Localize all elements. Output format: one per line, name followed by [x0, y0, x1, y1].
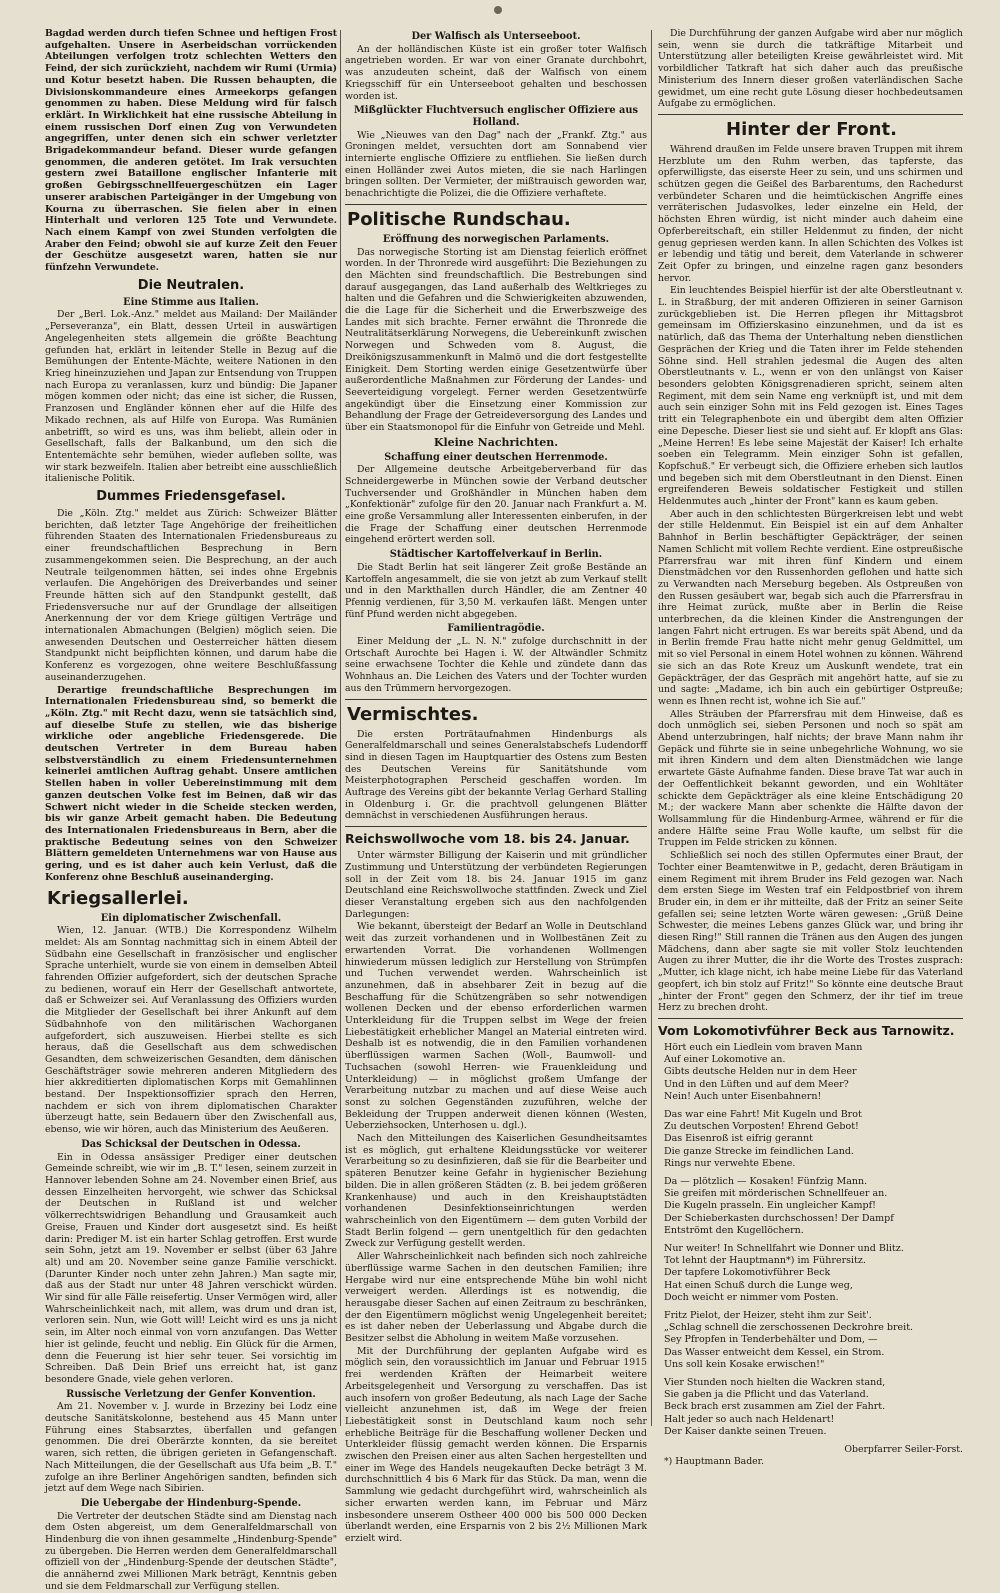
paragraph-hindenburg: Die Vertreter der deutschen Städte sind am Dienstag nach dem Osten abgereist, um dem Generalfeldmarschall von Hindenburg die von ihnen gesammelte „Hindenburg-Spende" zu übergeben. Die Herren werden dem Generalfeldmarschall offiziell von der „Hindenburg-Spende der deutschen Städte", die annähernd zwei Millionen Mark beträgt, Kenntnis geben und sie dem Feldmarschall zur Verfügung stellen.: [45, 1510, 337, 1592]
poem-line: Entströmt den Kugellöchern.: [664, 1224, 804, 1236]
heading-vermischtes: Vermischtes.: [347, 703, 479, 725]
poem-line: Die ganze Strecke im feindlichen Land.: [664, 1145, 854, 1157]
paragraph-walfisch: An der holländischen Küste ist ein großer toter Walfisch angetrieben worden. Er war von einer Granate durchbohrt, was anzudeuten scheint, daß der Walfisch von einem Kriegsschiff für ein Unterseeboot gehalten und beschossen worden ist.: [345, 43, 647, 102]
poem-line: Uns soll kein Kosake erwischen!": [664, 1358, 825, 1370]
paragraph-hinter-2: Ein leuchtendes Beispiel hierfür ist der alte Oberstleutnant v. L. in Straßburg, der mit anderen Offizieren in seiner Garnison zurückgeblieben ist. Die Herren pflegen ihr Mittagsbrot gemeinsam im Offizierskasino einzunehmen, und da ist es natürlich, daß das Thema der Unterhaltung neben dienstlichen Gesprächen der Krieg und die Taten ihrer im Felde stehenden Söhne sind. Hell strahlen jedesmal die Augen des alten Oberstleutnants v. L., wenn er von den unlängst von Kaiser besonders gelobten Königsgrenadieren spricht, seinem alten Regiment, mit dem sein Name eng verknüpft ist, und mit dem auch sein einziger Sohn mit ins Feld gezogen ist. Eines Tages tritt ein Telegraphenbote ein und übergibt dem alten Offizier eine Depesche. Dieser liest sie und sieht auf. Er klopft ans Glas: „Meine Herren! Es lebe seine Majestät der Kaiser! Ich erhalte soeben ein Telegramm. Mein einziger Sohn ist gefallen, Kopfschuß." Er verbeugt sich, die Offiziere erheben sich lautlos und begeben sich mit dem Oberstleutnant in den Dienst. Einen ergreifenderen Beweis soldatischer Festigkeit und stillen Heldenmutes auch „hinter der Front" kann es kaum geben.: [658, 285, 963, 508]
poem-stanza: [664, 1176, 963, 1237]
paragraph-wolle-5: Mit der Durchführung der geplanten Aufgabe wird es möglich sein, den voraussichtlich im Januar und Februar 1915 frei werdenden Kräften der Heimarbeit weitere Arbeitsgelegenheit und Versorgung zu verschaffen. Das ist auch insofern von großer Bedeutung, als nach Lage der Sache vielleicht anzunehmen ist, daß im Wege der freien Liebestätigkeit sonst in Deutschland kaum noch sehr erhebliche Beiträge für die Beschaffung wollener Decken und Unterkleider flüssig gemacht werden können. Die Ersparnis zwischen den Preisen einer aus alten Sachen hergestellten und einer im Wege des Handels neugekauften Decke beträgt 3 M. durchschnittlich 4 bis 6 Mark für das Stück. Da man, wenn die Sammlung wie gedacht durchgeführt wird, wahrscheinlich als sicher erwarten werden kann, im Februar und März insbesondere unserem Ostheer 400 000 bis 500 000 Decken überlandt werden, eine Ersparnis von 2 bis 2½ Millionen Mark erzielt wird.: [345, 1345, 647, 1544]
subheading-walfisch: Der Walfisch als Unterseeboot.: [411, 31, 581, 42]
poem-line: Sie gaben ja die Pflicht und das Vaterland.: [664, 1389, 869, 1401]
poem-line: Fritz Pielot, der Heizer, steht ihm zur Seit'.: [664, 1310, 872, 1322]
separator: [345, 699, 647, 700]
poem-line: Nein! Auch unter Eisenbahnern!: [664, 1090, 822, 1102]
poem-line: Rings nur verwehte Ebene.: [664, 1157, 796, 1169]
poem-line: Der Kaiser dankte seinen Treuen.: [664, 1425, 827, 1437]
subheading-flucht: Mißglückter Fluchtversuch englischer Offiziere aus Holland.: [353, 105, 639, 128]
poem-stanza: [664, 1377, 963, 1438]
column-left: [45, 28, 337, 1592]
poem-line: Der Schieberkasten durchschossen! Der Dampf: [664, 1212, 894, 1224]
column-rule-2: [651, 30, 652, 1426]
column-middle: [345, 28, 647, 1544]
paragraph-kartoffel: Die Stadt Berlin hat seit längerer Zeit große Bestände an Kartoffeln angesammelt, die sie von jetzt ab zum Verkauf stellt und in den Markthallen durch Händler, die am Zentner 40 Pfennig verdienen, für 3,50 M. verkaufen läßt. Mengen unter fünf Pfund werden nicht abgegeben.: [345, 561, 647, 620]
heading-kriegsallerlei: Kriegsallerlei.: [47, 887, 189, 909]
heading-kleine-nachrichten: Kleine Nachrichten.: [433, 435, 559, 449]
poem-line: Der tapfere Lokomotivführer Beck: [664, 1267, 831, 1279]
poem-line: Vier Stunden noch hielten die Wackren stand,: [664, 1377, 886, 1389]
poem-stanza: [664, 1310, 963, 1371]
paragraph-italien: Der „Berl. Lok.-Anz." meldet aus Mailand: Der Mailänder „Perseveranza", ein Blatt, dessen Urteil in auswärtigen Angelegenheiten stets allgemein die größte Beachtung gefunden hat, erklärt in leitender Stelle in Bezug auf die Bemühungen der Entente-Mächte, weitere Nationen in den Krieg hineinzuziehen und Japan zur Entsendung von Truppen nach Europa zu veranlassen, kurz und bündig: Die Japaner mögen kommen oder nicht; das eine ist sicher, die Russen, Franzosen und Engländer können eher auf die Hilfe des Mikado rechnen, als auf Hilfe von Europa. Was Rumänien anbetrifft, so wird es uns, was ihm beliebt, allein oder in Gesellschaft, falls der Balkanbund, um den sich die Ententemächte sehr bemühen, wieder aufleben sollte, was wir stark bezweifeln. Italien aber betreibt eine ausschließlich italienische Politik.: [45, 309, 337, 485]
subheading-familientragoedie: Familientragödie.: [447, 623, 545, 635]
poem-line: Gibts deutsche Helden nur in dem Heer: [664, 1066, 857, 1078]
paragraph-hinter-1: Während draußen im Felde unsere braven Truppen mit ihrem Herzblute um den Ruhm werben, das tapferste, das opferwilligste, das eiserste Heer zu sein, und uns schirmen und schützen gegen die Geißel des Barbarentums, den Rachedurst verbündeter Scharen und die heimtückischen Angriffe eines verräterischen Judasvolkes, leder einzelne ein Held, der höchsten Ehren würdig, ist nicht minder auch daheim eine Opferbereitschaft, ein stiller Heldenmut zu finden, der nicht genug gepriesen werden kann. In allen Schichten des Volkes ist er lebendig und tätig und bereit, dem Vaterlande in schwerer Zeit Opfer zu bringen, und einzelne ragen ganz besonders hervor.: [658, 143, 963, 284]
poem-line: Hat einen Schuß durch die Lunge weg,: [664, 1279, 853, 1291]
poem: [664, 1042, 963, 1438]
poem-line: Sey Pfropfen in Tenderbehälter und Dom, —: [664, 1334, 878, 1346]
poem-line: Auf einer Lokomotive an.: [664, 1054, 786, 1066]
heading-lokomotivfuehrer: Vom Lokomotivführer Beck aus Tarnowitz.: [658, 1022, 955, 1038]
poem-line: Zu deutschen Vorposten! Ehrend Gebot!: [664, 1121, 859, 1133]
paragraph-flucht: Wie „Nieuwes van den Dag" nach der „Frankf. Ztg." aus Groningen meldet, versuchten dort am Sonnabend vier internierte englische Offiziere zu entfliehen. Sie ließen durch einen Holländer zwei Autos mieten, die sie nach Harlingen bringen sollten. Der Vermieter, der mißtrauisch geworden war, benachrichtigte die Polizei, die die Offiziere verhaftete.: [345, 129, 647, 200]
subheading-kartoffel: Städtischer Kartoffelverkauf in Berlin.: [389, 549, 603, 561]
poem-stanza: [664, 1109, 963, 1170]
poem-stanza: [664, 1042, 963, 1103]
poem-line: Das Eisenroß ist eifrig gerannt: [664, 1133, 813, 1145]
paragraph-zwischenfall: Wien, 12. Januar. (WTB.) Die Korrespondenz Wilhelm meldet: Als am Sonntag nachmittag sich in einem Abteil der Südbahn eine Gesellschaft in französischer und englischer Sprache unterhielt, wurde sie von einem in demselben Abteil fahrenden Offizier aufgefordert, sich der deutschen Sprache zu bedienen, worauf ein Herr der Gesellschaft antwortete, daß er Schweizer sei. Auf Veranlassung des Offiziers wurden die Mitglieder der Gesellschaft bei ihrer Ankunft auf dem Südbahnhofe von den militärischen Wachorganen aufgefordert, sich auszuweisen. Hierbei stellte es sich heraus, daß die Gesellschaft aus dem schwedischen Gesandten, dem schweizerischen Gesandten, dem dänischen Geschäftsträger sowie mehreren anderen Mitgliedern des hier akkreditierten diplomatischen Korps mit Gemahlinnen bestand. Der Inspektionsoffizier sprach den Herren, nachdem er sich von ihrem diplomatischen Charakter überzeugt hatte, sein Bedauern über den Zwischenfall aus, ebenso, wie wir hören, auch das Ministerium des Aeußeren.: [45, 925, 337, 1136]
poem-line: Das war eine Fahrt! Mit Kugeln und Brot: [664, 1108, 862, 1120]
paragraph-familientragoedie: Einer Meldung der „L. N. N." zufolge durchschnitt in der Ortschaft Aurochte bei Hagen i. W. der Altwändler Schmitz seine erwachsene Tochter die Kehle und zündete dann das Wohnhaus an. Die Leichen des Vaters und der Tochter wurden aus den Trümmern hervorgezogen.: [345, 636, 647, 694]
paragraph-wolle-4: Aller Wahrscheinlichkeit nach befinden sich noch zahlreiche überflüssige warme Sachen in den deutschen Familien; ihre Hergabe wird nur eine entsprechende Mühe bin wohl nicht verweigert werden. Allerdings ist es notwendig, die herausgabe dieser Sachen auf einen Zeitraum zu beschränken, der den Eigentümern möglichst wenig Ungelegenheit bereitet; es ist daher neben der Ueberlassung und Abgabe durch die Besitzer selbst die Abholung in weitem Maße vorzusehen.: [345, 1251, 647, 1345]
subheading-genfer: Russische Verletzung der Genfer Konvention.: [66, 1388, 316, 1400]
poem-stanza: [664, 1243, 963, 1304]
paragraph-portrait: Die ersten Porträtaufnahmen Hindenburgs als Generalfeldmarschall und seines Generalstabschefs Ludendorff sind in diesen Tagen im Hauptquartier des Ostens zum Besten des Deutschen Vereins für Sanitätshunde vom Meisterphotographen Perscheid geschaffen worden. Im Auftrage des Vereins gibt der bekannte Verlag Gerhard Stalling in Oldenburg i. Gr. die prachtvoll gelungenen Blätter demnächst in verschiedenen Ausführungen heraus.: [345, 728, 647, 822]
footnote: *) Hauptmann Bader.: [664, 1455, 765, 1467]
heading-reichswollwoche: Reichswollwoche vom 18. bis 24. Januar.: [345, 831, 630, 847]
paragraph-dummes-2: Derartige freundschaftliche Besprechungen im Internationalen Friedensbureau sind, so bemerkt die „Köln. Ztg." mit Recht dazu, wenn sie tatsächlich sind, auf dieselbe Stufe zu stellen, wie das bisherige wirkliche oder angebliche Friedensgerede. Die deutschen Vertreter in dem Bureau haben selbstverständlich zu einem Friedensunternehmen keinerlei amtlichen Auftrag gehabt. Unsere amtlichen Stellen haben in voller Uebereinstimmung mit dem ganzen deutschen Volke fest im Beinen, daß wir das Schwert nicht wieder in die Scheide stecken werden, bis wir ganze Arbeit gemacht haben. Die Bedeutung des Internationalen Friedensbureaus in Bern, aber die praktische Bedeutung seines von den Schweizer Blättern gemeldeten Unternehmens war von Hause aus gering, und es ist daher auch kein Verlust, daß die Konferenz ohne Beschluß auseinanderging.: [45, 684, 337, 883]
subheading-italien: Eine Stimme aus Italien.: [123, 296, 259, 308]
paragraph-wolle-end: Die Durchführung der ganzen Aufgabe wird aber nur möglich sein, wenn sie durch die tatkräftige Mitarbeit und Unterstützung aller beteiligten Kreise gewährleistet wird. Mit vorbildlicher Tatkraft hat sich daher auch das preußische Ministerium des Innern dieser großen vaterländischen Sache gewidmet, um eine recht gute Lösung dieser hochbedeutsamen Aufgabe zu ermöglichen.: [658, 28, 963, 110]
separator: [345, 826, 647, 827]
separator: [658, 114, 963, 115]
poem-line: Sie greifen mit mörderischen Schnellfeuer an.: [664, 1188, 888, 1200]
paragraph-hinter-3: Aber auch in den schlichtesten Bürgerkreisen lebt und webt der stille Heldenmut. Ein Beispiel ist ein auf dem Anhalter Bahnhof in Berlin beschäftigter Gepäckträger, der seinen Namen Schlicht mit vollem Rechte verdient. Eine ostpreußische Pfarrersfrau war mit ihren fünf Kindern und einem Dienstmädchen vor den Russenhorden geflohen und hatte sich zu Verwandten nach Merseburg begeben. Als Ostpreußen von den Russen gesäubert war, begab sich auch die Pfarrersfrau in ihre Heimat zurück, mußte aber in Berlin die Reise unterbrechen, da die kleinen Kinder die Anstrengungen der langen Fahrt nicht ertrugen. Es war bereits spät Abend, und da in Berlin fremde Frau hatte nicht mehr genug Geldmittel, um mit so viel Personal in einem Hotel wohnen zu können. Während sie sich an das Rote Kreuz um Auskunft wendete, trat ein Gepäckträger, der das Gespräch mit angehört hatte, auf sie zu und sagte: „Madame, ich bin auch ein gebürtiger Ostpreuße; wenn es Ihnen recht ist, wohne ich Sie auf.": [658, 508, 963, 707]
poem-line: Tot lehnt der Hauptmann*) im Führersitz.: [664, 1255, 866, 1267]
page-corner-mark: [494, 6, 502, 14]
poem-line: Die Kugeln prasseln. Ein ungleicher Kampf!: [664, 1200, 876, 1212]
paragraph-storting: Das norwegische Storting ist am Dienstag feierlich eröffnet worden. In der Thronrede wird ausgeführt: Die Beziehungen zu den Mächten sind freundschaftlich. Die Bestrebungen sind darauf ausgegangen, das Land außerhalb des Weltkrieges zu halten und die Gefahren und die Schwierigkeiten abzuwenden, die die Lage für die Sicherheit und die Erwerbszweige des Landes mit sich brachte. Ferner erwähnt die Thronrede die Neutralitätserklärung Norwegens, die Uebereinkunft zwischen Norwegen und Schweden vom 8. August, die Dreikönigszusammenkunft in Malmö und die dort festgestellte Einigkeit. Dem Storting werden einige Gesetzentwürfe über außerordentliche Maßnahmen zur Förderung der Landes- und Seeverteidigung vorgelegt. Ferner werden Gesetzentwürfe angekündigt über die Einsetzung einer Kommission zur Behandlung der Frage der Getreideversorgung des Landes und über ein Staatsmonopol für die Einfuhr von Getreide und Mehl.: [345, 246, 647, 434]
subheading-hindenburg: Die Uebergabe der Hindenburg-Spende.: [80, 1497, 302, 1509]
poem-line: Das Wasser entweicht dem Kessel, ein Strom.: [664, 1346, 885, 1358]
poem-line: „Schlag schnell die zerschossenen Deckrohre breit.: [664, 1322, 914, 1334]
poem-signature: Oberpfarrer Seiler-Forst.: [844, 1444, 963, 1456]
poem-line: Doch weicht er nimmer vom Posten.: [664, 1291, 839, 1303]
paragraph-hinter-4: Alles Sträuben der Pfarrersfrau mit dem Hinweise, daß es doch unmöglich sei, sieben Personen und noch so spät am Abend unterzubringen, half nichts; der brave Mann nahm ihr Gepäck und führte sie in seine unbegehrliche Wohnung, wo sie mit ihren Kindern und dem alten Dienstmädchen wie lange erwartete Gäste Aufnahme fanden. Diese brave Tat war auch in der Oeffentlichkeit bekannt geworden, und ein Wohltäter schickte dem Gepäckträger als eine kleine Entschädigung 20 M.; der wackere Mann aber schenkte die Hälfte davon der Wollsammlung für die Hindenburg-Armee, während er für die andere Hälfte seine Frau Wolle kaufte, um selbst für die Truppen im Felde stricken zu können.: [658, 708, 963, 849]
subheading-herrenmode: Schaffung einer deutschen Herrenmode.: [384, 451, 608, 463]
paragraph-wolle-3: Nach den Mitteilungen des Kaiserlichen Gesundheitsamtes ist es möglich, gut erhaltene Kleidungsstücke vor weiterer Verarbeitung so zu desinfizieren, daß sie für die Bearbeiter und späteren Benutzer keine Gefahr in hygienischer Beziehung bilden. Die in allen größeren Städten (z. B. bei jedem größeren Krankenhause) und auch in den Kreishauptstädten vorhandenen Desinfektionseinrichtungen werden wahrscheinlich von den Eigentümern — dem guten Vorbild der Stadt Berlin folgend — gern unentgeltlich für den gedachten Zweck zur Verfügung gestellt werden.: [345, 1133, 647, 1250]
article-intro: Bagdad werden durch tiefen Schnee und heftigen Frost aufgehalten. Unsere in Aserbeidschan vorrückenden Abteilungen verfolgen trotz schlechten Wetters den Feind, der sich zurückzieht, nachdem wir Rumi (Urmia) und Kotur besetzt haben. Die Russen behaupten, die Divisionskommandeure eines Armeekorps gefangen genommen zu haben. Diese Meldung wird für falsch erklärt. In Wirklichkeit hat eine russische Abteilung in einem russischen Dorf einen Zug von Verwundeten angegriffen, unter denen sich ein schwer verletzter Brigadekommandeur befand. Dieser wurde gefangen genommen, die anderen getötet. Im Irak versuchten gestern zwei Bataillone englischer Infanterie mit großen Gebirgsschnellfeuergeschützen ein Lager unserer arabischen Parteigänger in der Umgebung von Kourna zu überraschen. Sie fielen aber in einen Hinterhalt und verloren 125 Tote und Verwundete. Nach einem Kampf von zwei Stunden verfolgten die Araber den Feind; obwohl sie auf kurze Zeit den Feuer der Geschütze ausgesetzt waren, hatten sie nur fünfzehn Verwundete.: [45, 28, 337, 274]
paragraph-hinter-5: Schließlich sei noch des stillen Opfermutes einer Braut, der Tochter einer Beamtenwitwe in P., gedacht, deren Bräutigam in einem Regiment mit ihrem Bruder ins Feld gezogen war. Nach dem ersten Siege im Westen traf ein Feldpostbrief von ihrem Bruder ein, in dem er ihr mitteilte, daß der Fritz an seiner Seite gefallen sei; seine letzten Worte wären gewesen: „Grüß Deine Schwester, die meines Lebens ganzes Glück war, und bring ihr diesen Ring!" Still rannen die Tränen aus den Augen des jungen Mädchens, dann aber sagte sie mit voller Stolz leuchtenden Augen zu ihrer Mutter, die ihr die Worte des Trostes zusprach: „Mutter, ich klage nicht, ich habe meine Liebe für das Vaterland geopfert, ich bin stolz auf Fritz!" So könnte eine deutsche Braut „hinter der Front" gegen den Schmerz, der ihr tief im treue Herz zu brechen droht.: [658, 850, 963, 1014]
subheading-odessa: Das Schicksal der Deutschen in Odessa.: [81, 1138, 301, 1150]
paragraph-genfer: Am 21. November v. J. wurde in Brzeziny bei Lodz eine deutsche Sanitätskolonne, bestehend aus 45 Mann unter Führung eines Stabsarztes, überfallen und gefangen genommen. Die drei Oberärzte konnten, da sie bereitet waren, sich retten, die übrigen gerieten in Gefangenschaft. Nach Mitteilungen, die der Gesellschaft aus Ufa beim „B. T." zufolge an ihre Berliner Angehörigen sandten, befinden sich jetzt auf dem Wege nach Sibirien.: [45, 1401, 337, 1495]
subheading-storting: Eröffnung des norwegischen Parlaments.: [382, 233, 610, 245]
heading-neutralen: Die Neutralen.: [137, 277, 245, 293]
poem-line: Hört euch ein Liedlein vom braven Mann: [664, 1041, 863, 1053]
poem-line: Und in den Lüften und auf dem Meer?: [664, 1078, 849, 1090]
subheading-zwischenfall: Ein diplomatischer Zwischenfall.: [100, 912, 282, 924]
paragraph-odessa: Ein in Odessa ansässiger Prediger einer deutschen Gemeinde schreibt, wie wir im „B. T." lesen, seinem zurzeit in Hannover lebenden Sohne am 24. November einen Brief, aus dessen Einzelheiten hervorgeht, wie schwer das Schicksal der Deutschen in Rußland ist und welcher völkerrechtswidrigen Behandlung und Grausamkeit auch Greise, Frauen und Kinder dort ausgesetzt sind. Es heißt darin: Prediger M. ist ein harter Schlag getroffen. Erst wurde sein Sohn, jetzt am 19. November er selbst (über 63 Jahre alt) und am 20. November seine ganze Familie verschickt. (Darunter Kinder noch unter zehn Jahren.) Man sagte mir, daß aus der Stadt nur unter 48 Jahren verschickt würden. Wir sind für alle Fälle reisefertig. Unser Vermögen wird, aller Wahrscheinlichkeit nach, mit allem, was drum und dran ist, verloren sein. Nun, wie Gott will! Leicht wird es uns ja nicht sein, im Alter noch einmal von vorn anzufangen. Das Wetter hier ist gelinde, feucht und neblig. Ein Glück für die Armen, denn die Feuerung ist hier sehr teuer. Sei vorsichtig im Schreiben. Daß Dein Brief uns erreicht hat, ist ganz besondere Gnade, viele gehen verloren.: [45, 1151, 337, 1385]
heading-politische-rundschau: Politische Rundschau.: [347, 208, 571, 230]
poem-line: Nur weiter! In Schnellfahrt wie Donner und Blitz.: [664, 1243, 904, 1254]
paragraph-wolle-1: Unter wärmster Billigung der Kaiserin und mit gründlicher Zustimmung und Unterstützung der verbündeten Regierungen soll in der Zeit vom 18. bis 24. Januar 1915 im ganz Deutschland eine Reichswollwoche stattfinden. Zweck und Ziel dieser Veranstaltung ergeben sich aus den nachfolgenden Darlegungen:: [345, 850, 647, 920]
poem-line: Halt jeder so auch nach Heldenart!: [664, 1413, 835, 1425]
heading-hinter-der-front: Hinter der Front.: [726, 118, 897, 140]
poem-line: Da — plötzlich — Kosaken! Fünfzig Mann.: [664, 1175, 868, 1187]
paragraph-herrenmode: Der Allgemeine deutsche Arbeitgeberverband für das Schneidergewerbe in München sowie der Verband deutscher Tuchversender und Großhändler in München haben dem „Konfektionär" zufolge für den 20. Januar nach Frankfurt a. M. eine große Versammlung aller Interessenten einberufen, in der die Frage der Schaffung einer deutschen Herrenmode eingehend erörtert werden soll.: [345, 464, 647, 546]
paragraph-wolle-2: Wie bekannt, übersteigt der Bedarf an Wolle in Deutschland weit das zurzeit vorhandenen und in Wollbestänen Zeit zu erwartenden Vorrat. Die vorhandenen Wollmengen hinwiederum müssen lediglich zur Herstellung von Strümpfen und Tuchen verwendet werden. Wahrscheinlich ist anzunehmen, daß in absehbarer Zeit in bezug auf die Beschaffung für die Schützengräben so sehr notwendigen wollenen Decken und der ebenso erforderlichen warmen Unterkleidung für die Truppen selbst im Wege der freien Liebestätigkeit erheblicher Mangel an Material eintreten wird. Deshalb ist es notwendig, die in den Familien vorhandenen überflüssigen warmen Sachen (Woll-, Baumwoll- und Tuchsachen (sowohl Herren- wie Frauenkleidung und Unterkleidung) — in möglichst großem Umfange der Verarbeitung nutzbar zu machen und auf diese Weise auch sonst zu solchen Gegenständen zuzuführen, welche der Bekleidung der Truppen anderweit dienen können (Westen, Ueberziehsocken, Unterhosen u. dgl.).: [345, 921, 647, 1132]
separator: [658, 1018, 963, 1019]
poem-line: Beck brach erst zusammen am Ziel der Fahrt.: [664, 1401, 886, 1413]
column-right: [658, 28, 963, 1467]
heading-dummes: Dummes Friedensgefasel.: [96, 489, 286, 505]
column-rule-1: [340, 30, 341, 1426]
paragraph-dummes-1: Die „Köln. Ztg." meldet aus Zürich: Schweizer Blätter berichten, daß letzter Tage Angehörige der freiheitlichen führenden Staaten des Internationalen Friedensbureaus zu einer freundschaftlichen Besprechung in Bern zusammengekommen seien. Die Besprechung, an der auch Neutrale teilgenommen hätten, sei indes ohne Ergebnis verlaufen. Die Angehörigen des Dreiverbandes und seiner Freunde hätten sich auf den Standpunkt gestellt, daß Friedensversuche nur auf der Grundlage der allseitigen Anerkennung der vor dem Kriege gültigen Verträge und internationalen Abmachungen (Belgien) möglich seien. Die anwesenden Deutschen und Oesterreicher hätten diesem Standpunkt nicht beipflichten können, und darum habe die Konferenz es vorgezogen, ohne weitere Beschlußfassung auseinanderzugehen.: [45, 508, 337, 683]
separator: [345, 204, 647, 205]
